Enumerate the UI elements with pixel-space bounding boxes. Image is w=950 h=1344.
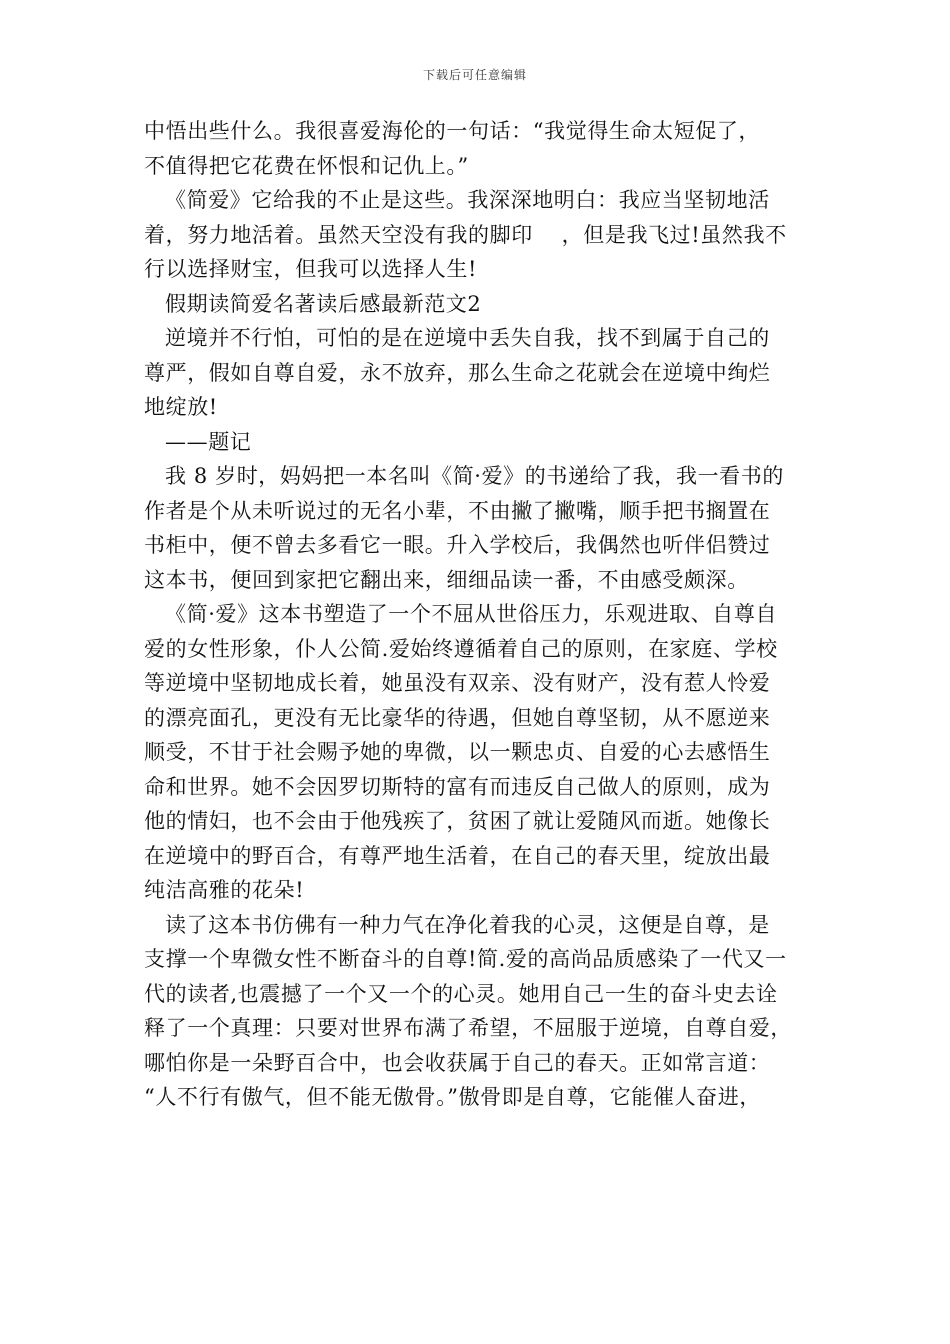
text-line: 这本书，便回到家把它翻出来，细细品读一番，不由感受颇深。 (144, 567, 749, 592)
text-line: 等逆境中坚韧地成长着，她虽没有双亲、没有财产，没有惹人怜爱 (144, 671, 771, 695)
page-header: 下载后可任意编辑 (422, 68, 527, 82)
text-line: 命和世界。她不会因罗切斯特的富有而违反自己做人的原则，成为 (144, 774, 771, 799)
text-line: 哪怕你是一朵野百合中，也会收获属于自己的春天。正如常言道： (144, 1050, 771, 1075)
text-line: 行以选择财宝，但我可以选择人生! (144, 257, 478, 281)
text-line: 我 8 岁时，妈妈把一本名叫《简·爱》的书递给了我，我一看书的 (165, 464, 784, 488)
text-line: 作者是个从未听说过的无名小辈，不由撇了撇嘴，顺手把书搁置在 (144, 498, 771, 523)
text-line: 着，努力地活着。虽然天空没有我的脚印 ，但是我飞过!虽然我不 (144, 222, 787, 247)
section-heading: 假期读简爱名著读后感最新范文2 (165, 291, 482, 316)
text-line: 《简爱》它给我的不止是这些。我深深地明白：我应当坚韧地活 (165, 188, 770, 212)
text-line: “人不行有傲气，但不能无傲骨。”傲骨即是自尊，它能催人奋进， (144, 1085, 761, 1109)
text-line: 地绽放! (144, 395, 218, 419)
text-line: 支撑一个卑微女性不断奋斗的自尊!简.爱的高尚品质感染了一代又一 (144, 947, 787, 971)
text-line: 的漂亮面孔，更没有无比豪华的待遇，但她自尊坚韧，从不愿逆来 (144, 705, 771, 730)
text-line: 顺受，不甘于社会赐予她的卑微，以一颗忠贞、自爱的心去感悟生 (144, 740, 771, 764)
body-text (144, 114, 824, 1115)
text-line: 释了一个真理：只要对世界布满了希望，不屈服于逆境，自尊自爱， (144, 1016, 792, 1040)
text-line: 他的情妇，也不会由于他残疾了，贫困了就让爱随风而逝。她像长 (144, 809, 771, 833)
text-line: 尊严，假如自尊自爱，永不放弃，那么生命之花就会在逆境中绚烂 (144, 360, 771, 385)
text-line: 不值得把它花费在怀恨和记仇上。” (144, 153, 469, 178)
text-line: 纯洁高雅的花朵! (144, 878, 305, 902)
text-line: 读了这本书仿佛有一种力气在净化着我的心灵，这便是自尊，是 (165, 912, 770, 937)
text-line: 《简·爱》这本书塑造了一个不屈从世俗压力，乐观进取、自尊自 (165, 602, 778, 626)
text-line: 爱的女性形象，仆人公简.爱始终遵循着自己的原则，在家庭、学校 (144, 636, 778, 661)
text-line: 书柜中，便不曾去多看它一眼。升入学校后，我偶然也听伴侣赞过 (144, 533, 771, 557)
epigraph-attribution: ——题记 (165, 429, 252, 454)
text-line: 代的读者,也震撼了一个又一个的心灵。她用自己一生的奋斗史去诠 (144, 981, 778, 1006)
text-line: 逆境并不行怕，可怕的是在逆境中丢失自我，找不到属于自己的 (165, 326, 770, 350)
text-line: 中悟出些什么。我很喜爱海伦的一句话：“我觉得生命太短促了， (144, 119, 761, 143)
text-line: 在逆境中的野百合，有尊严地生活着，在自己的春天里，绽放出最 (144, 843, 771, 868)
